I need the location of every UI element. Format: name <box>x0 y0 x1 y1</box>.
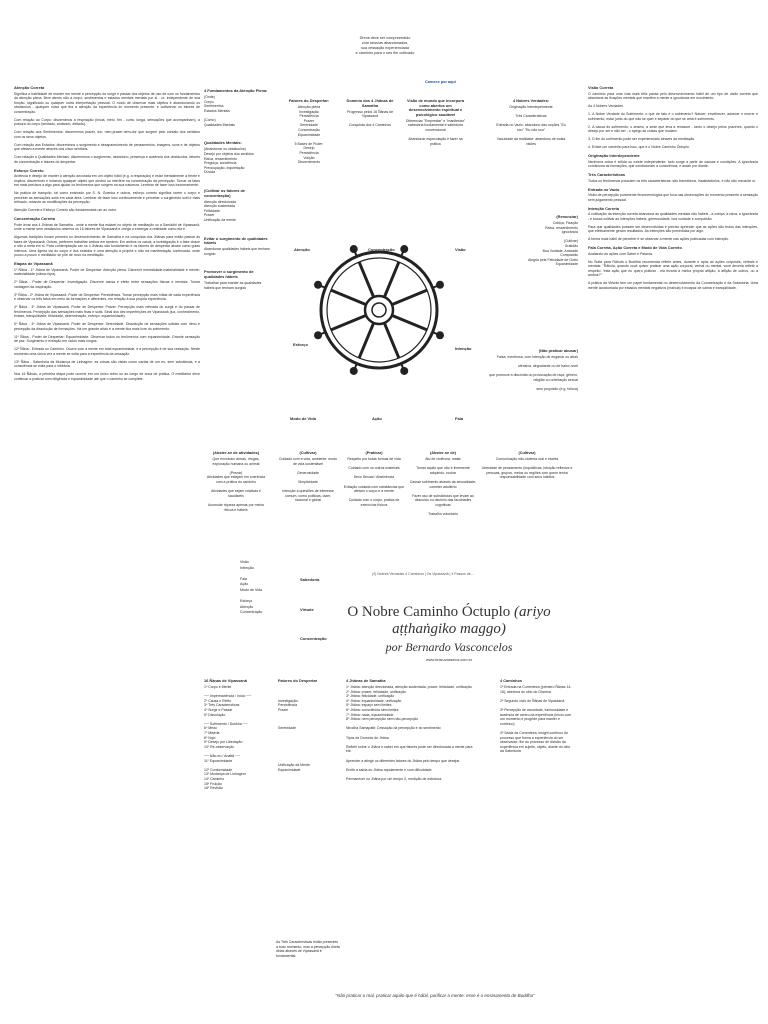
box-item: Respeito por todas formas de vida <box>347 457 401 462</box>
mid-left-box <box>204 270 270 290</box>
section-text: Todos os fenômenos possuem os três características: são transitórios, insatisfatórios, e não são meus/de si. <box>588 178 756 183</box>
box-item: Raiva, ressentimento <box>545 225 578 230</box>
mid-left-box <box>204 189 270 223</box>
wheel-spoke <box>392 290 427 305</box>
box-item: Vacuidade da realidade: abandono de todas visões <box>496 137 566 146</box>
box-item: Dúvida <box>204 170 215 175</box>
box-item: Atividades que estejam em coerência com a prática do caminho <box>206 475 266 485</box>
box-item: Trabalho voluntário <box>428 512 458 517</box>
box-title: Qualidades Mentais: <box>204 140 242 146</box>
poster-title <box>324 604 574 662</box>
box-item: Cuidado com o corpo, prática de exercícios físicos <box>348 498 400 508</box>
box-title: Promover o surgimento de qualidades hábeis <box>204 269 254 280</box>
box-title: Fatores do Despertar: <box>288 98 330 103</box>
box-item: 5º Dissolução <box>204 712 226 717</box>
path-factor: Atenção <box>240 604 254 609</box>
box-item: (Como) <box>204 118 216 123</box>
box-item: Alegria pela Felicidade de Outro <box>527 257 578 262</box>
box-item: 1º Corpo e Mente <box>204 685 232 690</box>
box-item: que promove a discórdia ou provocação de raça, gênero, religião ou orientação sexual <box>489 373 578 383</box>
box-item: Felicidade <box>204 208 220 213</box>
box-item: Atenção plena <box>297 105 321 110</box>
box-item: 8º Nojo <box>204 735 216 740</box>
box-item: 1ª Entrada na Correnteza (primeiro Ñāṇas 14-16), abertura do olho do Dharma <box>500 685 572 694</box>
box-item: Trabalhar para manter as qualidades hábeis que tenham surgido <box>204 281 262 290</box>
section-text: O caminho para uma vida mais feliz passa pelo desenvolvimento hábil de um tipo de visão correta que abandone as fixações mentais que mantêm a mente a ignorância em movimento. <box>588 91 758 100</box>
box-item: ── Sofrimento / Dukkha ── <box>204 721 248 726</box>
box-title: (Renunciar) <box>556 214 578 219</box>
path-factor: Esforço <box>240 599 253 604</box>
section-text: Com relação aos Estados: discernimos o surgimento e desaparecimento de pensamentos, imagens, sons e de objetos que afetam a mente através dos cinco sentidos. <box>14 142 200 151</box>
box-item: Unificação da mente <box>204 217 236 222</box>
box-item: ── Impermanência / Início ── <box>204 694 252 699</box>
box-title: (Não praticar abusar) <box>538 348 578 353</box>
box-item: 16º Revisão <box>204 786 223 791</box>
box-item: Prazer <box>204 213 215 218</box>
box-item: Atividades que sejam criativas e saudáveis <box>211 489 261 498</box>
action-abstain-box <box>408 448 478 573</box>
box-item: Acumular riqueza apenas por meios éticos e hábeis <box>207 503 265 512</box>
box-item: Abandonar especulação e fazer na prática <box>408 137 463 146</box>
three-characteristics-note: As Três Características estão presentes a todo momento, mas a percepção direta delas através de Vipassanā é fundamental. <box>276 940 340 958</box>
section-text: Nos 16 Ñāṇas, a primeira etapa pode ocorrer em um único retiro ou ao longo de anos de prática. O meditador deve continuar a praticar com diligência e equanimidade até que o caminho se complete. <box>14 372 200 381</box>
section-text: A prática da Virtude tem um papel fundamental no desenvolvimento da Concentração e da Sabedoria. Uma mente acostumada por estados mentais negativos (malícia) é incapaz de calma e tranquilidade. <box>588 281 758 290</box>
box-item: 3º Jhāna: felicidade, unificação <box>346 694 395 699</box>
box-item: 11º Equanimidade <box>204 758 233 763</box>
box-title: (Cultivar os fatores de concentração) <box>204 187 246 198</box>
section-heading: Intenção Correta <box>588 205 619 211</box>
box-title: 4 Fundamentos da Atenção Plena: <box>204 88 268 93</box>
box-item: Equanimidade <box>297 132 321 137</box>
mid-left-box <box>204 237 270 257</box>
box-item: 6º Medo <box>204 726 217 731</box>
wheel-label-intencao: Intenção <box>455 346 472 351</box>
box-item: Tomar aquilo que não é livremente adquirido, roubar <box>416 466 470 475</box>
box-item: Gratidão <box>564 244 578 249</box>
box-item: Entrada no Vazio: abandono das noções "Eu sou" "Eu não sou" <box>496 123 566 133</box>
four-paths-table <box>500 676 574 926</box>
box-item: Equanimidade <box>278 767 301 772</box>
box-item: Tipos de Domínio de Jhāna <box>346 735 389 740</box>
section-text: A cultivação da intenção correta abandona as qualidades mentais não hábeis - a cobiça, a raiva, a ignorância - e busca cultivar as intenções hábeis, generosidade, boa vontade e compaixão. <box>588 212 758 221</box>
box-item: ── Não-eu / Anattā ── <box>204 754 241 758</box>
livelihood-abstain-box <box>206 448 266 548</box>
section-text: No Sutta para Rāhula o Buddha recomenda refletir antes, durante e após as ações corporais, verbais e mentais: "Rāhula, quando você quiser praticar uma ação corporal, verbal ou mental, você deveria refletir a respeito: 'esta ação que eu quero praticar - ela levaria à minha própria aflição, à aflição de outros, ou a ambos?'" <box>588 259 758 277</box>
box-item: Serenidade <box>278 726 296 731</box>
box-item: Nirodha Samapatti: Cessação da percepção e do sentimento <box>346 726 441 731</box>
wheel-handle <box>436 331 444 339</box>
section-text: Para que qualidades possam ser desenvolvidas é preciso aprender que as ações são frutos das intenções, que efetivamente geram resultados. As intenções são precedidas por algo. <box>588 224 758 233</box>
box-item: (Prezar) <box>229 470 243 475</box>
section-text: Visão de percepção puramente fenomenológica que foca nas observações do momento presente a sensação sem julgamento pessoal. <box>588 193 758 202</box>
box-item: Evitação cuidada com substâncias que afetam o corpo e a mente <box>343 484 405 494</box>
buddha-quote: "Não praticar o mal, praticar aquilo que é hábil, purificar a mente: esse é o ensinamento de Buddha" <box>335 993 535 998</box>
box-item: 6º Jhāna: consciência sem limites <box>346 708 399 713</box>
box-item: Persistência <box>299 114 319 119</box>
section-text: Com relação aos Sentimentos: discernimos prazer, dor, nem-prazer-nem-dor que surgem pelo contato dos sentidos com os seus objetos. <box>14 130 200 139</box>
box-item: Prazer <box>278 708 289 713</box>
wheel-label-acao: Ação <box>372 416 382 421</box>
path-factor: Concentração <box>240 610 263 615</box>
box-item: Preguiça, sonolência <box>204 161 237 166</box>
dharma-wheel-icon <box>304 235 454 385</box>
title-main: O Nobre Caminho Óctuplo (ariyo aṭṭhaṅgiko maggo) <box>347 604 551 637</box>
box-item: Boa Vontade, Amizade <box>542 248 578 253</box>
box-item: (Abandonar os obstáculos) <box>204 147 246 152</box>
wheel-label-fala: Fala <box>455 416 464 421</box>
speech-box <box>488 346 578 446</box>
world-view-box <box>403 96 468 206</box>
wheel-label-visao: Visão <box>455 247 466 252</box>
box-item: Raiva, ressentimento <box>204 156 237 161</box>
box-item: Aprender a atingir os diferentes fatores do Jhāna pelo tempo que desejar. <box>346 758 461 763</box>
wheel-label-modo-de-vida: Modo de Vida <box>290 416 316 421</box>
section-text: Nenhuma coisa é sólida ou existe independente; tudo surge a partir de causas e condições. A ignorância condiciona as formações, que condicionam a consciência, e assim por diante. <box>588 159 758 168</box>
speech-cultivate-box <box>480 448 574 563</box>
path-factor: Fala <box>240 576 247 581</box>
jhana-domain-box <box>342 96 398 186</box>
start-here-label: Comece por aqui <box>425 80 456 84</box>
section-text: Algumas tradições focam primeiro no desenvolvimento de Samatha e na conquista dos Jhānas para então passar às fases de Vipassanā. Outras, preferem trabalhar ambos em tandem. Em ambos os casos, a investigação é o fator chave e não a meta em si. Para contemplação ser os 4 Jhānas são fundamento e os fatores de despertar atuam como guias internos. Uma ligeira via do corpo e dos estados é uma atenção à própria e não na manifestação continuada, onde pouco a pouco o meditador se põe de novo na meditação. <box>14 235 200 257</box>
box-item: 9º Desejo por Libertação <box>204 740 243 745</box>
wheel-spoke <box>392 315 427 330</box>
box-item: Discernimento <box>297 160 321 165</box>
box-item: Simplicidade <box>298 480 318 485</box>
box-item: Sentimentos <box>204 104 224 109</box>
section-text: 3. O fim do sofrimento pode ser experienciado através da meditação. <box>588 137 696 141</box>
tagline: (4) Nobres Verdades 4 Caminhos | Os Vipassanā | 4 Passos de... <box>372 572 474 576</box>
box-item: Intenção à questões de interesse comum, como políticas, lazer, nacional e global <box>282 489 334 503</box>
box-item: Corpo <box>204 99 214 104</box>
section-text: Significa a habilidade de manter em mente a percepção do surgir e passar dos objetos de uso de com os fundamentos da atenção plena. Bem atento não a corpo, sentimentos e estados mentais mentais por si - i.e. independente de sua função, significado ou qualquer outra interpretação pessoal. O modo de observar mais objetos é abandonando os obstáculos - qualquer coisa que tira a atenção da experiência do momento presente, e cultivando os fatores de concentração. <box>14 91 200 114</box>
awakening-factors-table <box>278 676 340 926</box>
wheel-label-esforco: Esforço <box>293 342 308 347</box>
title-url: www.brasuvasselos.com.br <box>426 658 472 662</box>
box-item: (Onde) <box>204 95 215 100</box>
box-item: 4º Surgir e Passar <box>204 708 233 713</box>
section-text: 1º Ñāṇa - 1º Jhāna de Vipassanā. Poder de Despertar: Atenção plena. Discernir mentalidade-materialidade e mente-materialidade (nāma-rūpa). <box>14 267 200 276</box>
box-item: 12º Conformidade <box>204 767 233 772</box>
box-item: Atenção direcionada <box>204 199 236 204</box>
box-item: Conquista dos 4 Caminhos <box>348 123 392 128</box>
box-title: 4 Nobres Verdades: <box>512 98 550 103</box>
box-item: Fazer uso de substâncias que levam ao descuido ou declínio das faculdades cognitivas <box>412 493 474 508</box>
section-text: As 4 Nobres Verdades <box>588 104 624 108</box>
section-text: 13º Ñāṇa - Sabedoria da Mudança de Linhagem: as coisas são vistas como vazias de um eu, sem substância, e a consciência se volta para o nibbāna. <box>14 359 200 368</box>
section-heading: Atenção Correta <box>14 85 45 90</box>
section-heading: Originação Interdependente <box>588 153 640 158</box>
box-title: 4 Caminhos <box>500 678 523 683</box>
box-item: Falsa, mentirosa, com intenção de enganar ou atrair <box>496 355 578 360</box>
group-sabedoria: Sabedoria <box>300 577 320 582</box>
section-text: A forma mais hábil de perceber é se observar a mente nas ações praticadas com intenção. <box>588 237 730 241</box>
box-item: Refletir sobre o Jhāna e saber em que fatores pode ser direcionada a mente para ele. <box>346 744 473 754</box>
section-text: 5º Ñāṇa - 4º Jhāna de Vipassanā. Poder de Despertar: Serenidade. Dissolução de sensações sólidas com ritmo e percepção da dissolução de formações. Há um grande alívio e a mente fica mais livre do sofrimento. <box>14 322 200 331</box>
eightfold-list <box>240 560 300 616</box>
noble-truths-box <box>496 96 566 206</box>
box-item: 2º Causa e Efeito <box>204 698 232 703</box>
section-text: 1. A Nobre Verdade do Sofrimento: o que de fato é o sofrimento? Nascer, envelhecer, adoecer e morrer é sofrimento; estar junto do que não se quer e separar do que se ama é sofrimento. <box>588 112 758 121</box>
section-text: Com relação ao Corpo: discernimos a respiração (inícia, meio, fim - curta, longa, sensações que acompanham), a postura do corpo (sentado, andando, deitado). <box>14 117 200 126</box>
box-title: Fatores do Despertar <box>278 678 318 683</box>
box-item: Compaixão <box>560 253 578 258</box>
box-item: Abandonar qualidades hábeis que tenham surgido <box>204 247 270 256</box>
box-item: Cuidado com os outros materiais <box>348 466 400 471</box>
section-text: 12º Ñāṇa - Entrada no Caminho. Ocorre com a mente em total equanimidade, e a percepção é de sua cessação. Neste momento uma única vez a mente se volta para a experiência da cessação. <box>14 347 200 356</box>
box-item: Ignorância <box>561 230 578 235</box>
section-heading: Esforço Correto <box>14 167 44 173</box>
box-title: (Praticar) <box>365 450 383 455</box>
intro-block <box>300 36 470 56</box>
box-item: Ato de violência, matar <box>425 457 461 462</box>
box-title: (Cultivar) <box>299 450 317 455</box>
box-item: 2º Jhāna: prazer, felicidade, unificação <box>346 689 406 694</box>
intro-line: sua cessação experienciada <box>361 46 409 50</box>
path-factor: Intenção <box>240 565 254 570</box>
box-item: 4º Jhāna: equanimidade, unificação <box>346 698 402 703</box>
box-item: 3ª Percepção de vacuidade, luminosidade e ausência de centro da experiência (início com um momento e progride para manter e contínuo) <box>500 708 572 726</box>
box-title: Domínio dos 4 Jhānas de Samatha <box>346 98 394 108</box>
section-heading: Etapas de Vipassanā <box>14 261 53 266</box>
wheel-label-atencao: Atenção <box>294 247 310 252</box>
box-item: Diferenciar "Emprestar" e "manifestar" sabedoria fundamental e sabedoria convencional <box>405 118 466 133</box>
section-text: Atenção Correta e Esforço Correto são fundamentais um ao outro. <box>14 208 118 212</box>
path-factor: Modo de Vida <box>240 587 263 592</box>
box-item: Sexo Sexual / Abstinência <box>353 475 395 480</box>
box-item: Comunicação não-violenta oral e escrita <box>495 457 559 462</box>
intro-line: com seus/as abandonados, <box>361 41 409 45</box>
box-title: (Abster-se de) <box>429 450 457 455</box>
box-item: 3º Três Características <box>204 703 240 708</box>
box-item: Generosidade <box>297 470 319 475</box>
group-virtude: Virtude <box>300 607 314 612</box>
section-heading: Três Características <box>588 172 625 177</box>
section-heading: Concentração Correta <box>14 216 55 221</box>
wheel-spoke <box>359 323 374 358</box>
section-text: 11º Ñāṇa - Poder de Despertar: Equanimidade. Observar todos os fenômenos com equanimidade. Grande sensação de paz. Surgimento e extinção em ciclos mais longos. <box>14 334 200 343</box>
box-title: (Cultivar) <box>518 450 536 455</box>
livelihood-cultivate-box <box>278 448 338 548</box>
box-item: Três Características <box>515 114 547 119</box>
box-item: 14º Caminho <box>204 776 225 781</box>
box-item: Originação Interdependente <box>509 105 553 110</box>
section-text: Com relação a Qualidades Mentais: discernimos o surgimento, abandono, presença e ausência dos obstáculos, fatores de concentração e fatores do despertar. <box>14 155 200 164</box>
box-item: Equanimidade <box>555 262 578 267</box>
wheel-handle <box>400 367 408 375</box>
section-heading: Entrada no Vazio <box>588 186 620 192</box>
box-item: 13º Mudança de Linhagem <box>204 772 246 777</box>
box-item: Investigação <box>278 698 298 703</box>
wheel-handle <box>436 281 444 289</box>
wheel-spoke <box>359 262 374 297</box>
box-item: Emitir a saída do Jhāna rapidamente e com dificuldade. <box>346 767 433 772</box>
box-item: Unificação da Mente <box>278 763 310 768</box>
right-column <box>588 82 758 982</box>
wheel-spoke <box>331 290 366 305</box>
path-factor: Ação <box>240 582 249 587</box>
box-item: Liberdade de pensamento (inquisitivas, intuição reflexiva e pessoas, grupos, meios ou regiões com quem tenha responsabilidade com seus hábitos <box>481 466 573 480</box>
box-item: Cuidado com a vida, ambiente, modo de vida sustentável <box>279 457 337 466</box>
wheel-spoke <box>384 323 399 358</box>
box-item: (Cultivar) <box>563 239 578 244</box>
box-item: Progresso pelos 16 Ñāṇas de Vipassanā <box>346 109 394 119</box>
box-item: Investigação <box>299 109 319 114</box>
vipassana-nanas-table <box>204 676 274 926</box>
box-item: Serenidade <box>300 123 318 128</box>
section-heading: Fala Correta, Ação Correta e Modo de Vida Correto <box>588 245 682 250</box>
section-text: Na prática de tranquilo, tal como ensinado por S. N. Goenka e outros, esforço correto significa varrer o corpo e perceber as sensações sutis em cada área. Lembrar de fazer isso continuamente e perceber o surgimento sutil e mais refinado, notando as modificações da percepção. <box>14 191 200 204</box>
box-title: Evitar o surgimento de qualidades hábeis <box>204 235 268 246</box>
group-concentracao: Concentração <box>300 636 327 641</box>
box-item: Qualidades Mentais <box>204 122 235 127</box>
box-item: Desejo <box>303 146 315 151</box>
section-heading: Visão Correta <box>588 85 614 90</box>
box-item: 1º Jhāna: atenção direcionada, atenção sustentada, prazer, felicidade, unificação <box>346 685 472 690</box>
awakening-factors-box <box>280 96 338 236</box>
wheel-spoke <box>384 262 399 297</box>
box-item: Desejo por objetos dos sentidos <box>204 151 254 156</box>
box-item: Persistência <box>278 703 298 708</box>
box-item: ofensiva, degradante ou de baixo nível <box>517 364 578 369</box>
box-item: Preocupação, inquietação <box>204 165 245 170</box>
box-item: Que envolvam armas, drogas, exploração humana ou animal <box>212 457 260 466</box>
box-item: Volição <box>303 155 315 160</box>
wheel-label-concentracao: Concentração <box>368 247 395 252</box>
box-item: 10º Re-observação <box>204 744 234 749</box>
path-factor: Visão <box>240 560 249 564</box>
action-practice-box <box>342 448 406 563</box>
box-title: 4 Jhānas de Samatha <box>346 678 386 683</box>
samatha-jhanas-table <box>346 676 476 956</box>
intro-line: e caminho para o seu fim cultivado <box>355 51 415 55</box>
box-item: Prazer <box>303 118 315 123</box>
box-item: Cobiça, Fixação <box>552 221 578 226</box>
box-title: (Abster-se de atividades) <box>212 450 260 455</box>
section-text: Avaliando as ações com Saber e Palavra. <box>588 251 653 256</box>
section-text: 3º Ñāṇa - 2º Jhāna de Vipassanā. Poder de Despertar: Persistência. Tomar percepção mais nítida de cada experiência e observar os três fatos em meio às formações e diferentes, em relação à sua própria experiência. <box>14 292 200 301</box>
intro-line: Dhms deve ser compreendido <box>359 36 411 40</box>
mid-left-box <box>204 141 270 175</box>
box-item: Atenção sustentada <box>204 204 235 209</box>
section-text: Pode levar aos 4 Jhānas de Samatha - onde a mente fica estável no objeto de meditação ou a Samādhi de Vipassanā, onde a mente sem obstáculos observa os 16 fatores de Vipassanā e chega a enxergar a realidade como ela é. <box>14 222 200 231</box>
box-title: Visão de mundo que incorpora como abertos um desenvolvimento espiritual e psicológico saudável <box>407 98 464 117</box>
box-item: 7º Miséria <box>204 731 220 736</box>
box-item: Causar sofrimento através da sexualidade, cometer adultério <box>409 480 477 489</box>
title-author: por Bernardo Vasconcelos <box>385 640 513 654</box>
box-item: 5º Jhāna: espaço sem limites <box>346 703 392 708</box>
wheel-spoke <box>331 315 366 330</box>
section-text: 4º Ñāṇa - 3º Jhāna de Vipassanā. Poder de Despertar: Prazer. Percepção mais refinada do surgir e do passar de fenômenos. Percepção das sensações mais finas e sutis. Sinal dos dez imperfeições de Vipassanā (luz, conhecimento, êxtase, tranquilidade, felicidade, determinação, esforço, equanimidade). <box>14 305 200 318</box>
box-item: Concentração <box>298 128 320 133</box>
box-item: Estados Mentais <box>204 108 230 113</box>
wheel-handle <box>350 367 358 375</box>
section-text: 2º Ñāṇa - Poder de Despertar: Investigação. Discernir causa e efeito entre sensações físicas e mentais. Tomar vantagem da inspiração. <box>14 280 200 289</box>
box-item: sem propósito (e.g. fofoca) <box>536 387 578 392</box>
box-item: 8º Jhāna: nem percepção nem não-percepção <box>346 717 418 722</box>
box-item: Permanecer no Jhāna por um tempo X, medição de estrutura. <box>346 776 443 781</box>
box-title: 16 Ñāṇas de Vipassanā <box>204 678 247 683</box>
box-item: Persistência <box>299 151 319 156</box>
box-item: 2ª Segundo ciclo de Ñāṇas de Vipassanā <box>500 698 565 703</box>
intention-box <box>500 212 578 332</box>
section-text: Ardência e desejo de manter a atenção ancorada em um objeto hábil (e.g. a respiração) e estar mentalmente a frente e implica, discernindo e notando qualquer objeto que obstrui ou interfere na concentração da percepção. Tornar os fatos em mais precisos a algo para ajudar os fenômenos que surgem na sua natureza. Lembrar de fazer isso inumeramente. <box>14 174 200 187</box>
section-text: 2. A causa do sofrimento: o anseio, a sede que leva a renascer - tanto o desejo pelos prazeres, quanto o desejo por ser e não ser - o apego às coisas que mudam. <box>588 124 758 133</box>
box-item: 5 Bases de Poder: <box>294 141 324 146</box>
left-column <box>14 82 200 992</box>
box-item: 4ª Saída da Correnteza, insight contínuo do processo que forma a experiência do ser observador; fim do processo de divisão da experiência em sujeito, objeto, diante do olho da Sabedoria <box>500 731 571 754</box>
box-item: 7º Jhāna: nada, equanimidade <box>346 712 394 717</box>
section-text: 4. Existe um caminho para isso, que é o Nobre Caminho Óctuplo. <box>588 145 690 149</box>
box-item: 15º Fruição <box>204 781 222 786</box>
mid-left-box <box>204 89 270 127</box>
